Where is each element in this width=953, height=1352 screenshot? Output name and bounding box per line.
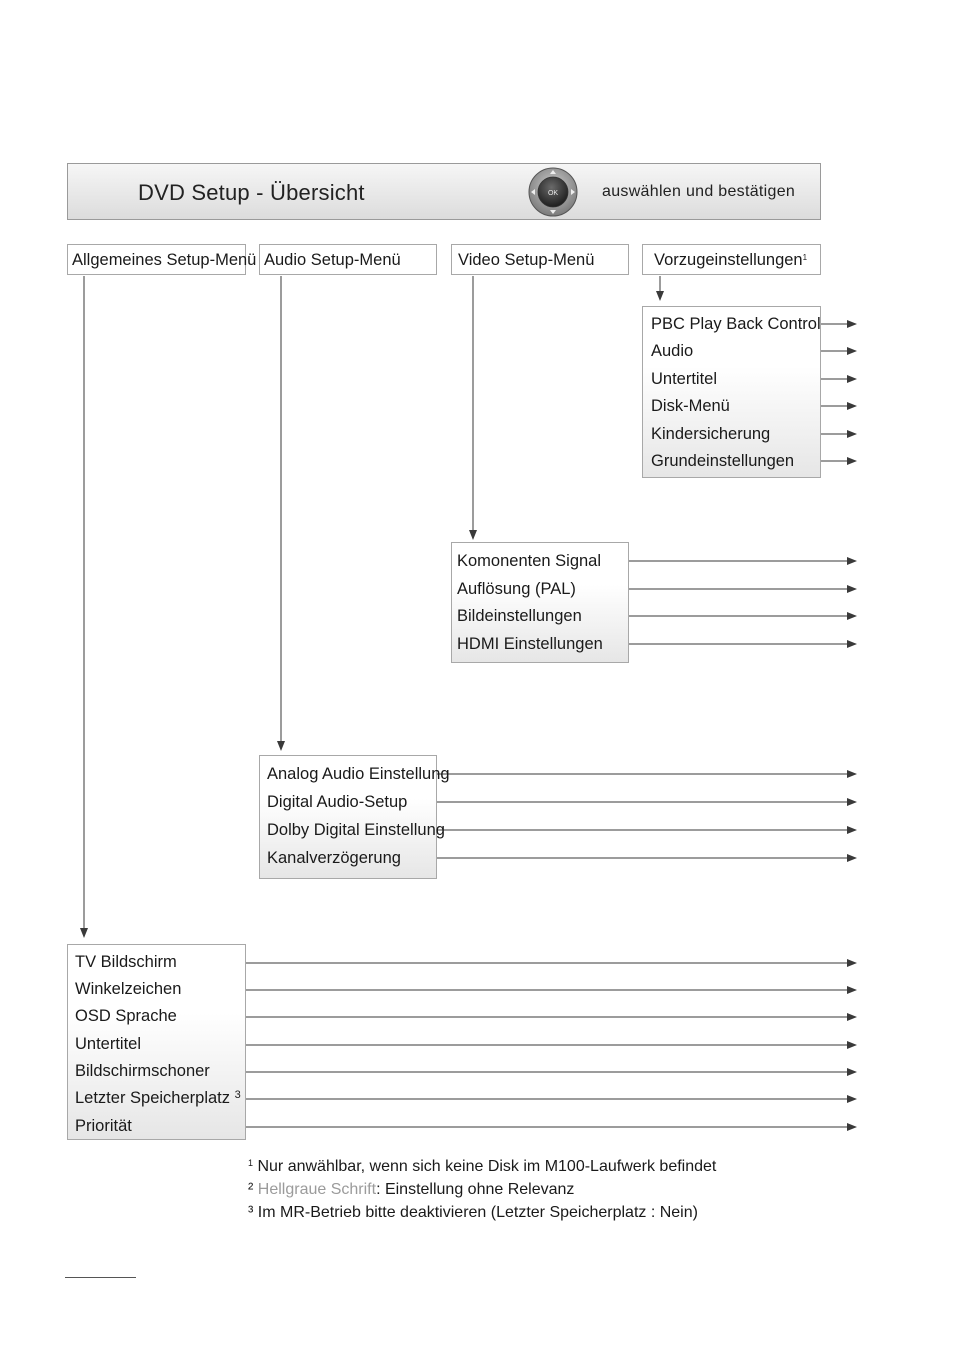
footnote-ref-1: 1 [802, 253, 808, 262]
footnote-2-mark: ² [248, 1181, 254, 1198]
menu-item-component-signal[interactable]: Komonenten Signal [457, 552, 602, 570]
menu-item-audio[interactable]: Audio [651, 342, 694, 360]
footnote-2-text: : Einstellung ohne Relevanz [376, 1181, 575, 1198]
preferences-submenu [642, 306, 821, 478]
menu-item-channel-delay[interactable]: Kanalverzögerung [267, 849, 401, 867]
menu-item-last-memory[interactable] [75, 1089, 241, 1108]
menu-item-angle-mark[interactable]: Winkelzeichen [75, 980, 182, 998]
tab-audio-setup[interactable] [259, 244, 437, 275]
tab-general-setup-label: Allgemeines Setup-Menü [72, 251, 257, 269]
menu-item-priority[interactable]: Priorität [75, 1117, 132, 1135]
footnote-2 [248, 1181, 574, 1199]
menu-item-screensaver[interactable]: Bildschirmschoner [75, 1062, 210, 1080]
tab-audio-setup-label: Audio Setup-Menü [264, 251, 401, 269]
menu-item-disk-menu[interactable]: Disk-Menü [651, 397, 730, 415]
tab-preferences-label: Vorzugeinstellungen [654, 251, 803, 269]
general-submenu [67, 944, 246, 1140]
tab-video-setup[interactable] [451, 244, 629, 275]
menu-item-hdmi-settings[interactable]: HDMI Einstellungen [457, 635, 603, 653]
menu-item-osd-language[interactable]: OSD Sprache [75, 1007, 177, 1025]
menu-item-parental-lock[interactable]: Kindersicherung [651, 425, 771, 443]
menu-item-subtitles[interactable]: Untertitel [651, 370, 718, 388]
page-title: DVD Setup - Übersicht [138, 180, 365, 205]
menu-item-digital-audio[interactable]: Digital Audio-Setup [267, 793, 408, 811]
header-bar [67, 163, 821, 220]
menu-item-defaults[interactable]: Grundeinstellungen [651, 452, 795, 470]
menu-item-analog-audio[interactable]: Analog Audio Einstellung [267, 765, 450, 783]
footnote-3 [248, 1204, 698, 1222]
footnote-ref-3: 3 [234, 1089, 241, 1101]
menu-item-last-memory-label: Letzter Speicherplatz [75, 1089, 231, 1107]
tab-preferences[interactable] [642, 244, 821, 275]
ok-button-icon [528, 167, 578, 217]
menu-item-tv-screen[interactable]: TV Bildschirm [75, 953, 177, 971]
footnote-2-gray-text: Hellgraue Schrift [257, 1181, 377, 1198]
video-submenu [451, 542, 629, 663]
tab-general-setup[interactable] [67, 244, 257, 275]
footnote-1-mark: 1 [248, 1158, 254, 1168]
footnote-1 [248, 1158, 716, 1176]
footnote-3-text: Im MR-Betrieb bitte deaktivieren (Letzter Speicherplatz : Nein) [257, 1204, 698, 1221]
audio-submenu [259, 755, 450, 879]
menu-item-dolby-digital[interactable]: Dolby Digital Einstellung [267, 821, 445, 839]
svg-text:OK: OK [547, 190, 559, 197]
footnote-3-mark: ³ [248, 1204, 254, 1221]
tab-video-setup-label: Video Setup-Menü [458, 251, 595, 269]
footnote-1-text: Nur anwählbar, wenn sich keine Disk im M100-Laufwerk befindet [257, 1158, 717, 1175]
menu-item-resolution[interactable]: Auflösung (PAL) [457, 580, 576, 598]
menu-item-subtitles-general[interactable]: Untertitel [75, 1035, 142, 1053]
menu-item-pbc[interactable]: PBC Play Back Control [651, 315, 821, 333]
page-footer-rule [65, 1277, 136, 1278]
header-hint: auswählen und bestätigen [602, 183, 796, 200]
menu-item-picture-settings[interactable]: Bildeinstellungen [457, 607, 582, 625]
